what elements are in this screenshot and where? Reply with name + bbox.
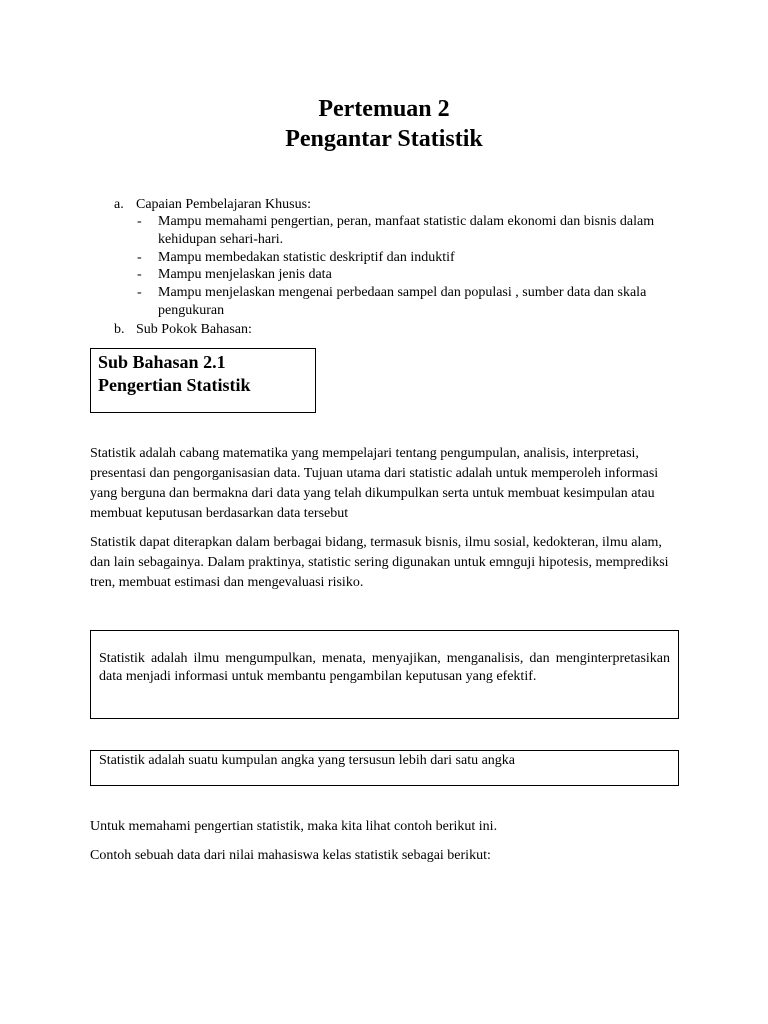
section-b-marker: b. xyxy=(114,322,125,337)
paragraph: Statistik adalah cabang matematika yang mempelajari tentang pengumpulan, analisis, interpretasi, presentasi dan pengorganisasian data. Tujuan utama dari statistic adalah untuk memperoleh informasi yang berguna dan bermakna dari data yang telah dikumpulkan serta untuk membuat kesimpulan atau membuat keputusan berdasarkan data tersebut xyxy=(90,446,659,521)
bullet-marker: - xyxy=(137,285,142,300)
bullet-marker: - xyxy=(137,267,142,282)
sub-bahasan-box xyxy=(90,348,316,413)
section-a-label: Capaian Pembelajaran Khusus: xyxy=(136,197,311,212)
document-subtitle: Pengantar Statistik xyxy=(285,126,483,152)
document-title: Pertemuan 2 xyxy=(318,96,450,122)
bullet-marker: - xyxy=(137,250,142,265)
section-a-marker: a. xyxy=(114,197,124,212)
sub-bahasan-title: Pengertian Statistik xyxy=(98,375,251,395)
bullet-item: Mampu membedakan statistic deskriptif dan induktif xyxy=(158,250,455,265)
bullet-item: Mampu menjelaskan jenis data xyxy=(158,267,332,282)
definition-text: Statistik adalah suatu kumpulan angka yang tersusun lebih dari satu angka xyxy=(99,753,516,768)
bullet-marker: - xyxy=(137,214,142,229)
paragraph: Statistik dapat diterapkan dalam berbagai bidang, termasuk bisnis, ilmu sosial, kedokteran, ilmu alam, dan lain sebagainya. Dalam praktinya, statistic sering digunakan untuk emnguji hipotesis, memprediksi tren, membuat estimasi dan mengevaluasi risiko. xyxy=(90,535,669,590)
sub-bahasan-number: Sub Bahasan 2.1 xyxy=(98,352,226,372)
section-b-label: Sub Pokok Bahasan: xyxy=(136,322,252,337)
closing-text: Untuk memahami pengertian statistik, maka kita lihat contoh berikut ini. xyxy=(90,819,498,834)
bullet-item: Mampu menjelaskan mengenai perbedaan sampel dan populasi , sumber data dan skala pengukuran xyxy=(158,285,647,318)
definition-text: Statistik adalah ilmu mengumpulkan, menata, menyajikan, menganalisis, dan menginterpretasikan data menjadi informasi untuk membantu pengambilan keputusan yang efektif. xyxy=(99,651,670,684)
closing-text: Contoh sebuah data dari nilai mahasiswa kelas statistik sebagai berikut: xyxy=(90,848,491,863)
definition-box xyxy=(90,630,679,719)
definition-box xyxy=(90,750,679,786)
bullet-item: Mampu memahami pengertian, peran, manfaat statistic dalam ekonomi dan bisnis dalam kehidupan sehari-hari. xyxy=(158,214,655,247)
